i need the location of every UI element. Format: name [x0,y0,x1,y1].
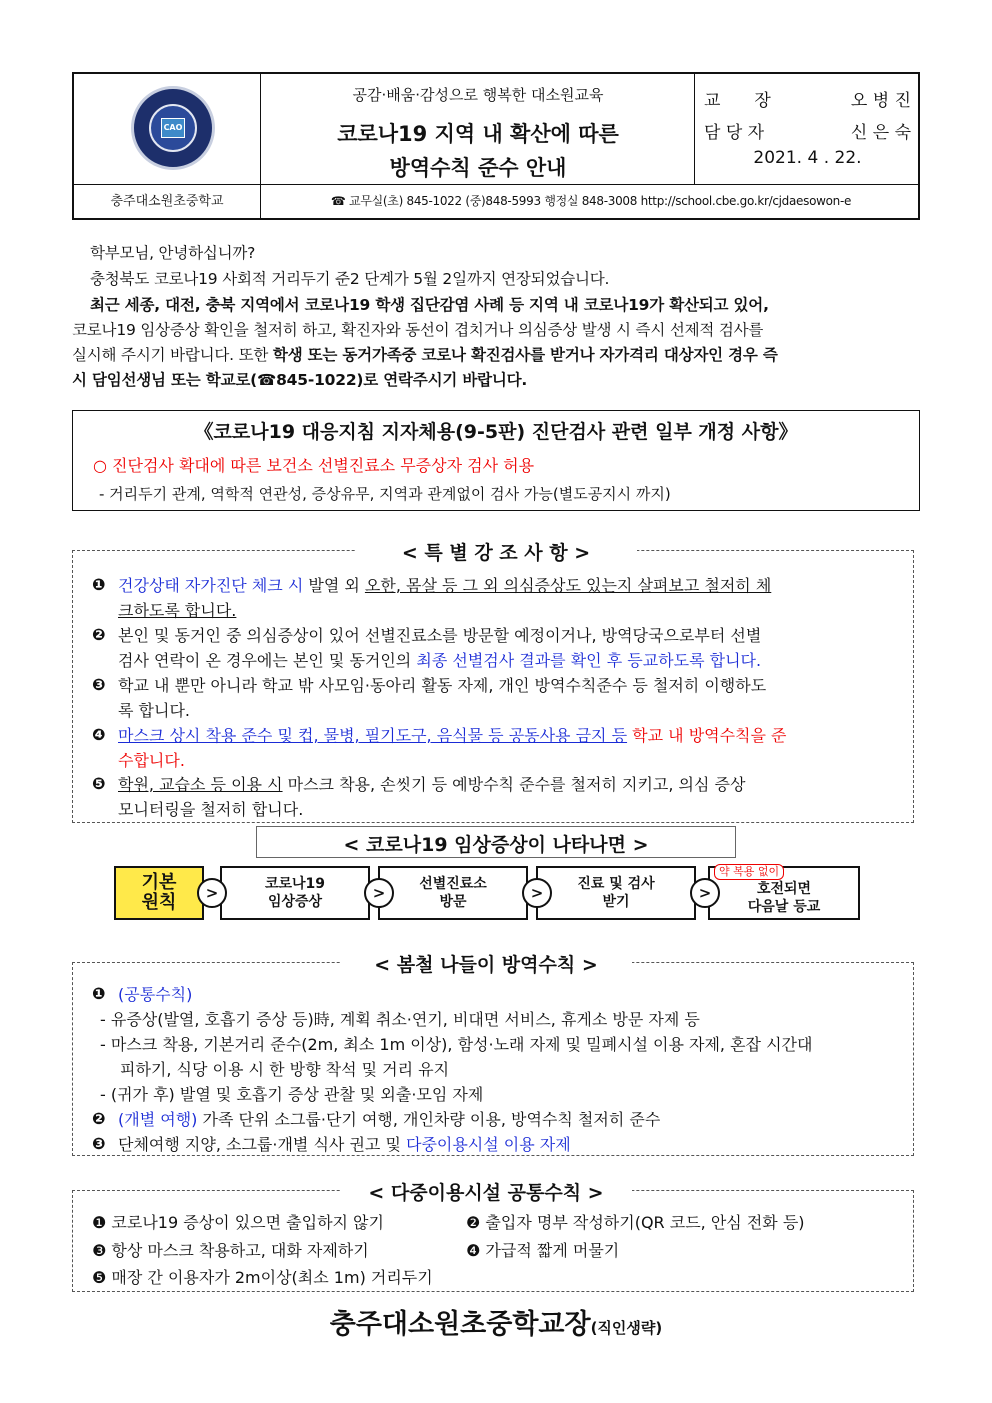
staff-row: 담 당 자 신 은 숙 [704,123,911,143]
intro-line: 시 담임선생님 또는 학교로(☎845-1022)로 연락주시기 바랍니다. [72,371,528,389]
school-logo: CAO [131,86,215,170]
divider [694,74,695,184]
facility-rule: ❷ 출입자 명부 작성하기(QR 코드, 안심 전화 등) [466,1213,805,1232]
flow-step-basic: 기본 원칙 [114,866,204,920]
school-name: 충주대소원초중학교 [110,194,224,209]
intro-line: 최근 세종, 대전, 충북 지역에서 코로나19 학생 집단감염 사례 등 지역 내 코로나19가 확산되고 있어, [90,296,769,314]
slogan: 공감·배움·감성으로 행복한 대소원교육 [352,86,604,104]
greeting: 학부모님, 안녕하십니까? [90,244,256,262]
divider [74,184,918,185]
special-item-3: 학교 내 뿐만 아니라 학교 밖 사모임·동아리 활동 자제, 개인 방역수칙준수 등 철저히 이행하도 [118,676,767,695]
special-item-5-cont: 모니터링을 철저히 합니다. [118,800,304,819]
special-item-5: 학원, 교습소 등 이용 시 마스크 착용, 손씻기 등 예방수칙 준수를 철저히 지키고, 의심 증상 [118,775,746,794]
document-header [72,72,920,220]
special-item-3-cont: 록 합니다. [118,701,190,720]
spring-line: - (귀가 후) 발열 및 호흡기 증상 관찰 및 외출·모임 자제 [100,1085,484,1104]
flow-note: 약 복용 없이 [714,864,784,880]
facility-rule: ❹ 가급적 짧게 머물기 [466,1241,620,1260]
spring-individual: (개별 여행) 가족 단위 소그룹·단기 여행, 개인차량 이용, 방역수칙 철저히 준수 [118,1110,661,1129]
document-title: 코로나19 지역 내 확산에 따른 [337,122,619,146]
spring-line: - 마스크 착용, 기본거리 준수(2m, 최소 1m 이상), 함성·노래 자제 및 밀폐시설 이용 자제, 혼잡 시간대 [100,1035,813,1054]
special-item-2: 본인 및 동거인 중 의심증상이 있어 선별진료소를 방문할 예정이거나, 방역당국으로부터 선별 [118,626,762,645]
contact-info: ☎ 교무실(초) 845-1022 (중)848-5993 행정실 848-3008 http://school.cbe.go.kr/cjdaesowon-e [330,194,852,208]
intro-line: 충청북도 코로나19 사회적 거리두기 준2 단계가 5월 2일까지 연장되었습니다. [90,270,610,288]
arrow-right-icon: > [197,878,227,908]
flow-step-symptom: 코로나19 임상증상 [220,866,370,920]
principal-row: 교 장 오 병 진 [704,91,911,111]
flow-step-return: 호전되면 다음날 등교 [708,866,860,920]
arrow-right-icon: > [364,878,394,908]
divider [260,74,261,220]
symptom-title: < 코로나19 임상증상이 나타나면 > [343,834,649,856]
spring-common: (공통수칙) [118,985,193,1004]
facility-title: < 다중이용시설 공통수칙 > [340,1178,632,1205]
special-title: < 특 별 강 조 사 항 > [355,538,637,565]
spring-line: - 유증상(발열, 호흡기 증상 등)時, 계획 취소·연기, 비대면 서비스, 휴게소 방문 자제 등 [100,1010,700,1029]
special-item-4: 마스크 상시 착용 준수 및 컵, 물병, 필기도구, 음식물 등 공동사용 금지 등 학교 내 방역수칙을 준 [118,726,787,745]
guideline-item: - 거리두기 관계, 역학적 연관성, 증상유무, 지역과 관계없이 검사 가능(별도공지시 까지) [99,485,671,503]
spring-group: 단체여행 지양, 소그룹·개별 식사 권고 및 다중이용시설 이용 자제 [118,1135,571,1154]
flow-step-clinic: 선별진료소 방문 [378,866,528,920]
guideline-item: ○ 진단검사 확대에 따른 보건소 선별진료소 무증상자 검사 허용 [93,456,535,475]
intro-line: 코로나19 임상증상 확인을 철저히 하고, 확진자와 동선이 겹치거나 의심증상 발생 시 즉시 선제적 검사를 [72,321,764,339]
arrow-right-icon: > [522,878,552,908]
guideline-title: 《코로나19 대응지침 지자체용(9-5판) 진단검사 관련 일부 개정 사항》 [194,421,798,443]
signature: 충주대소원초중학교장(직인생략) [329,1309,663,1340]
document-subtitle: 방역수칙 준수 안내 [389,156,567,180]
special-item-2-cont: 검사 연락이 온 경우에는 본인 및 동거인의 최종 선별검사 결과를 확인 후 등교하도록 합니다. [118,651,762,670]
guideline-box [72,410,920,511]
intro-line: 실시해 주시기 바랍니다. 또한 학생 또는 동거가족중 코로나 확진검사를 받거나 자가격리 대상자인 경우 즉 [72,346,778,364]
facility-rule: ❺ 매장 간 이용자가 2m이상(최소 1m) 거리두기 [92,1268,433,1287]
flow-step-test: 진료 및 검사 받기 [536,866,696,920]
spring-title: < 봄철 나들이 방역수칙 > [340,950,632,977]
spring-line: 피하기, 식당 이용 시 한 방향 착석 및 거리 유지 [120,1060,450,1079]
facility-rule: ❸ 항상 마스크 착용하고, 대화 자제하기 [92,1241,369,1260]
special-item-4-cont: 수합니다. [118,751,185,770]
facility-rule: ❶ 코로나19 증상이 있으면 출입하지 않기 [92,1213,384,1232]
special-item-1: 건강상태 자가진단 체크 시 발열 외 오한, 몸살 등 그 외 의심증상도 있는지 살펴보고 철저히 체 [118,576,772,595]
special-item-1-cont: 크하도록 합니다. [118,601,237,620]
date: 2021. 4 . 22. [753,148,862,168]
arrow-right-icon: > [690,878,720,908]
